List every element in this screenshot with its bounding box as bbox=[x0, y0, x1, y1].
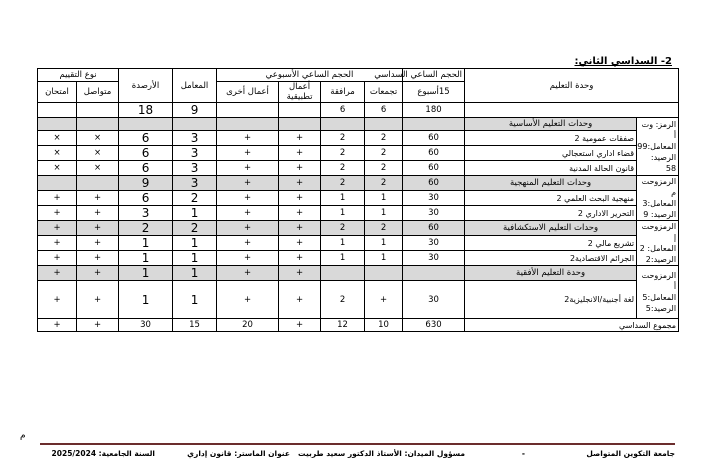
subject-coef: 1 bbox=[173, 251, 217, 266]
header-support: مرافقة bbox=[321, 82, 365, 103]
semester-title: 2- السداسي الثاني: bbox=[574, 56, 672, 67]
semester-total-row bbox=[38, 319, 679, 332]
subject-other: + bbox=[217, 191, 279, 206]
subject-hours: 60 bbox=[403, 161, 465, 176]
unit-code-line: الرمز: وت أ bbox=[641, 120, 677, 140]
subject-support: 1 bbox=[321, 251, 365, 266]
header-exam: امتحان bbox=[38, 82, 77, 103]
unit-tp bbox=[279, 118, 321, 131]
subject-other: + bbox=[217, 161, 279, 176]
unit-other: + bbox=[217, 221, 279, 236]
subject-seminars: 2 bbox=[365, 146, 403, 161]
top-total-support: 6 bbox=[321, 103, 365, 118]
subject-credits: 1 bbox=[119, 251, 173, 266]
unit-cont bbox=[77, 118, 119, 131]
footer-dash: - bbox=[521, 449, 525, 458]
page-mark: م bbox=[20, 431, 26, 441]
total-cont: + bbox=[77, 319, 119, 332]
subject-seminars: 1 bbox=[365, 251, 403, 266]
header-weeks: 15أسبوع bbox=[403, 82, 465, 103]
subject-support: 2 bbox=[321, 146, 365, 161]
unit-credits: 9 bbox=[119, 176, 173, 191]
subject-exam: + bbox=[38, 281, 77, 319]
unit-other: + bbox=[217, 176, 279, 191]
unit-support: 2 bbox=[321, 176, 365, 191]
subject-exam: + bbox=[38, 191, 77, 206]
footer-year: السنة الجامعية: 2025/2024 bbox=[51, 449, 155, 458]
unit-credits: 1 bbox=[119, 266, 173, 281]
subject-tp: + bbox=[279, 236, 321, 251]
total-seminars: 10 bbox=[365, 319, 403, 332]
unit-cont bbox=[77, 176, 119, 191]
subject-row bbox=[38, 146, 679, 161]
subject-coef: 3 bbox=[173, 146, 217, 161]
unit-code-label bbox=[637, 176, 679, 221]
subject-exam: + bbox=[38, 236, 77, 251]
top-total-coef: 9 bbox=[173, 103, 217, 118]
unit-cont: + bbox=[77, 221, 119, 236]
unit-code-line: المعامل: 2 bbox=[639, 244, 677, 253]
subject-name: لغة أجنبية/الانجليزية2 bbox=[465, 281, 637, 319]
subject-name: قضاء اداري استعجالي bbox=[465, 146, 637, 161]
top-total-seminars: 6 bbox=[365, 103, 403, 118]
header-hourly-volume: الحجم الساعي السداسي bbox=[403, 69, 465, 82]
unit-code-line: الرصيد:2 bbox=[645, 255, 677, 264]
subject-coef: 1 bbox=[173, 236, 217, 251]
unit-name: وحدات التعليم الاستكشافية bbox=[465, 221, 637, 236]
subject-name: تشريع مالي 2 bbox=[465, 236, 637, 251]
subject-cont: × bbox=[77, 161, 119, 176]
top-total-row bbox=[38, 103, 679, 118]
unit-code-line: المعامل:3 bbox=[642, 199, 677, 208]
subject-tp: + bbox=[279, 206, 321, 221]
subject-credits: 1 bbox=[119, 236, 173, 251]
subject-other: + bbox=[217, 251, 279, 266]
total-support: 12 bbox=[321, 319, 365, 332]
subject-cont: × bbox=[77, 146, 119, 161]
subject-exam: + bbox=[38, 206, 77, 221]
subject-support: 2 bbox=[321, 161, 365, 176]
top-total-hours: 180 bbox=[403, 103, 465, 118]
footer bbox=[40, 449, 675, 463]
total-credits: 30 bbox=[119, 319, 173, 332]
total-hours: 630 bbox=[403, 319, 465, 332]
unit-tp: + bbox=[279, 221, 321, 236]
subject-support: 1 bbox=[321, 206, 365, 221]
subject-cont: + bbox=[77, 191, 119, 206]
subject-tp: + bbox=[279, 146, 321, 161]
subject-support: 1 bbox=[321, 191, 365, 206]
subject-seminars: 1 bbox=[365, 191, 403, 206]
subject-tp: + bbox=[279, 161, 321, 176]
unit-seminars: 2 bbox=[365, 176, 403, 191]
total-other: 20 bbox=[217, 319, 279, 332]
subject-tp: + bbox=[279, 281, 321, 319]
subject-exam: + bbox=[38, 251, 77, 266]
unit-exam bbox=[38, 118, 77, 131]
subject-exam: × bbox=[38, 161, 77, 176]
unit-hours bbox=[403, 266, 465, 281]
subject-coef: 1 bbox=[173, 281, 217, 319]
subject-credits: 6 bbox=[119, 146, 173, 161]
subject-tp: + bbox=[279, 191, 321, 206]
total-exam: + bbox=[38, 319, 77, 332]
footer-responsible: مسؤول الميدان: الأستاذ الدكتور سعيد طربيت bbox=[298, 449, 465, 458]
unit-hours: 60 bbox=[403, 176, 465, 191]
header-practical: أعمال تطبيقية bbox=[279, 82, 321, 103]
footer-divider bbox=[40, 443, 675, 445]
unit-coef bbox=[173, 118, 217, 131]
unit-code-line: المعامل:99 bbox=[637, 142, 677, 151]
unit-hours bbox=[403, 118, 465, 131]
unit-seminars bbox=[365, 266, 403, 281]
subject-row bbox=[38, 206, 679, 221]
unit-code-line: الرصيد:5 bbox=[645, 304, 677, 313]
unit-row bbox=[38, 118, 679, 131]
subject-other: + bbox=[217, 206, 279, 221]
subject-credits: 6 bbox=[119, 191, 173, 206]
subject-coef: 2 bbox=[173, 191, 217, 206]
subject-tp: + bbox=[279, 251, 321, 266]
unit-name: وحدات التعليم المنهجية bbox=[465, 176, 637, 191]
subject-exam: × bbox=[38, 131, 77, 146]
header-seminars: تجمعات bbox=[365, 82, 403, 103]
header-coefficient: المعامل bbox=[173, 69, 217, 103]
subject-seminars: 2 bbox=[365, 161, 403, 176]
unit-support bbox=[321, 266, 365, 281]
unit-code-label bbox=[637, 118, 679, 176]
subject-name: الجرائم الاقتصادية2 bbox=[465, 251, 637, 266]
subject-cont: + bbox=[77, 236, 119, 251]
unit-name: وحدات التعليم الأساسية bbox=[465, 118, 637, 131]
subject-row bbox=[38, 236, 679, 251]
subject-hours: 60 bbox=[403, 146, 465, 161]
top-total-credits: 18 bbox=[119, 103, 173, 118]
unit-support: 2 bbox=[321, 221, 365, 236]
unit-cont: + bbox=[77, 266, 119, 281]
subject-row bbox=[38, 281, 679, 319]
subject-other: + bbox=[217, 281, 279, 319]
subject-other: + bbox=[217, 131, 279, 146]
subject-name: صفقات عمومية 2 bbox=[465, 131, 637, 146]
total-coef: 15 bbox=[173, 319, 217, 332]
unit-tp: + bbox=[279, 266, 321, 281]
subject-other: + bbox=[217, 146, 279, 161]
subject-row bbox=[38, 161, 679, 176]
unit-code-label bbox=[637, 266, 679, 319]
unit-other: + bbox=[217, 266, 279, 281]
subject-name: التحرير الاداري 2 bbox=[465, 206, 637, 221]
header-eval-type: نوع التقييم bbox=[38, 69, 119, 82]
unit-exam: + bbox=[38, 221, 77, 236]
subject-other: + bbox=[217, 236, 279, 251]
total-tp: + bbox=[279, 319, 321, 332]
unit-code-line: الرمزوحت إ bbox=[641, 222, 677, 242]
unit-code-line: الرصيد: 9 bbox=[643, 210, 677, 219]
subject-cont: + bbox=[77, 251, 119, 266]
unit-row bbox=[38, 266, 679, 281]
subject-credits: 6 bbox=[119, 161, 173, 176]
unit-exam bbox=[38, 176, 77, 191]
unit-name: وحدة التعليم الأفقية bbox=[465, 266, 637, 281]
subject-row bbox=[38, 131, 679, 146]
subject-hours: 30 bbox=[403, 191, 465, 206]
subject-seminars: 1 bbox=[365, 206, 403, 221]
subject-support: 2 bbox=[321, 281, 365, 319]
subject-hours: 30 bbox=[403, 251, 465, 266]
unit-code-line: الرمزوحت م bbox=[641, 177, 677, 197]
subject-cont: + bbox=[77, 206, 119, 221]
unit-coef: 2 bbox=[173, 221, 217, 236]
subject-coef: 3 bbox=[173, 161, 217, 176]
unit-seminars: 2 bbox=[365, 221, 403, 236]
subject-tp: + bbox=[279, 131, 321, 146]
unit-code-line: المعامل:5 bbox=[642, 293, 677, 302]
footer-master-title: عنوان الماستر: قانون إداري bbox=[187, 449, 290, 458]
header-unit: وحدة التعليم bbox=[465, 69, 679, 103]
subject-hours: 30 bbox=[403, 281, 465, 319]
unit-row bbox=[38, 221, 679, 236]
unit-code-line: الرصيد: 58 bbox=[650, 153, 677, 173]
unit-row bbox=[38, 176, 679, 191]
unit-exam: + bbox=[38, 266, 77, 281]
subject-exam: × bbox=[38, 146, 77, 161]
unit-coef: 3 bbox=[173, 176, 217, 191]
unit-credits: 2 bbox=[119, 221, 173, 236]
subject-coef: 3 bbox=[173, 131, 217, 146]
subject-cont: × bbox=[77, 131, 119, 146]
unit-tp: + bbox=[279, 176, 321, 191]
unit-hours: 60 bbox=[403, 221, 465, 236]
subject-credits: 6 bbox=[119, 131, 173, 146]
unit-seminars bbox=[365, 118, 403, 131]
header-other: أعمال أخرى bbox=[217, 82, 279, 103]
subject-seminars: 2 bbox=[365, 131, 403, 146]
subject-credits: 3 bbox=[119, 206, 173, 221]
subject-hours: 60 bbox=[403, 131, 465, 146]
subject-name: منهجية البحث العلمي 2 bbox=[465, 191, 637, 206]
subject-row bbox=[38, 191, 679, 206]
unit-credits bbox=[119, 118, 173, 131]
subject-coef: 1 bbox=[173, 206, 217, 221]
subject-support: 1 bbox=[321, 236, 365, 251]
header-weekly-volume: الحجم الساعي الأسبوعي bbox=[217, 69, 403, 82]
footer-university: جامعة التكوين المتواصل bbox=[586, 449, 675, 458]
curriculum-table bbox=[37, 68, 679, 332]
unit-other bbox=[217, 118, 279, 131]
subject-support: 2 bbox=[321, 131, 365, 146]
subject-row bbox=[38, 251, 679, 266]
subject-hours: 30 bbox=[403, 236, 465, 251]
unit-code-label bbox=[637, 221, 679, 266]
subject-hours: 30 bbox=[403, 206, 465, 221]
total-label: مجموع السداسي bbox=[465, 319, 679, 332]
header-continuous: متواصل bbox=[77, 82, 119, 103]
subject-credits: 1 bbox=[119, 281, 173, 319]
subject-seminars: 1 bbox=[365, 236, 403, 251]
unit-code-line: الرمزوحت أ bbox=[641, 271, 677, 291]
subject-cont: + bbox=[77, 281, 119, 319]
unit-coef: 1 bbox=[173, 266, 217, 281]
subject-name: قانون الحالة المدنية bbox=[465, 161, 637, 176]
unit-support bbox=[321, 118, 365, 131]
subject-seminars: + bbox=[365, 281, 403, 319]
header-credits: الأرصدة bbox=[119, 69, 173, 103]
